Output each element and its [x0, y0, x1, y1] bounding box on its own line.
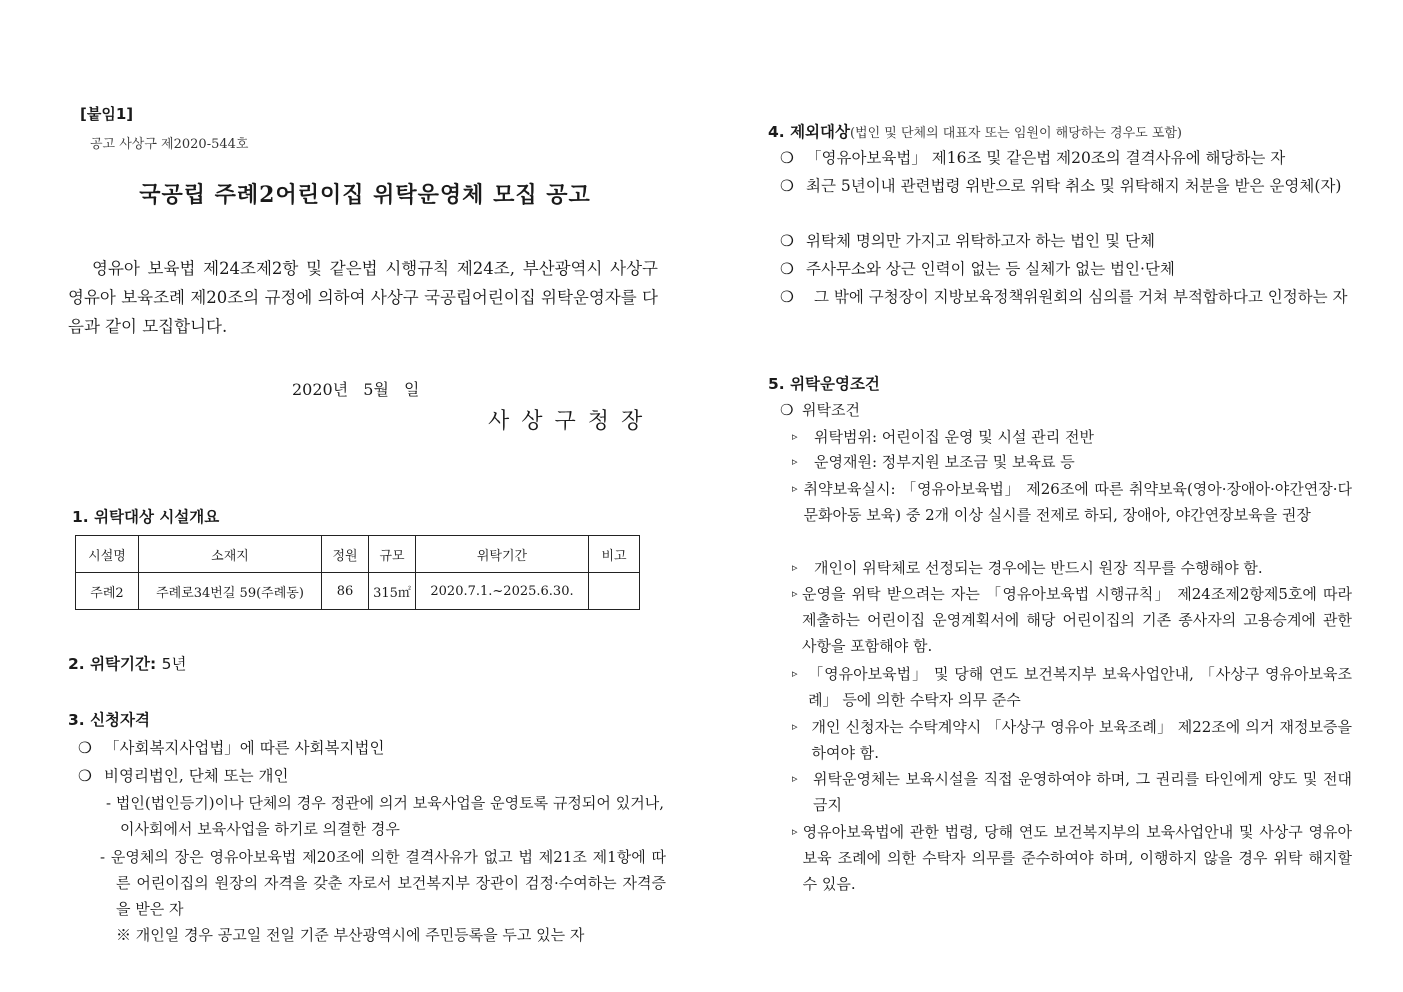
- section-1-title: 1. 위탁대상 시설개요: [72, 508, 220, 526]
- section-4: [768, 120, 1182, 142]
- item-text: 주사무소와 상근 인력이 없는 등 실체가 없는 법인·단체: [806, 260, 1175, 278]
- circle-bullet-icon: ❍: [78, 739, 92, 757]
- condition-item: [792, 766, 1352, 818]
- circle-bullet-icon: ❍: [780, 401, 794, 419]
- table-header: 규모: [369, 536, 416, 573]
- table-cell: 315㎡: [369, 573, 416, 610]
- eligibility-item: [78, 734, 384, 762]
- item-text: 위탁체 명의만 가지고 위탁하고자 하는 법인 및 단체: [806, 232, 1155, 250]
- table-cell: [589, 573, 640, 610]
- section-3-title: 3. 신청자격: [68, 711, 150, 729]
- eligibility-subitem: - 법인(법인등기)이나 단체의 경우 정관에 의거 보육사업을 운영토록 규정되어 있거나, 이사회에서 보육사업을 하기로 의결한 경우: [106, 794, 664, 838]
- item-text: 운영재원: 정부지원 보조금 및 보육료 등: [814, 453, 1075, 471]
- table-header: 위탁기간: [416, 536, 589, 573]
- table-cell: 2020.7.1.~2025.6.30.: [416, 573, 589, 610]
- condition-item: [792, 449, 1352, 475]
- circle-bullet-icon: ❍: [780, 232, 794, 250]
- eligibility-subitem: - 운영체의 장은 영유아보육법 제20조에 의한 결격사유가 없고 법 제21조 제1항에 따른 어린이집의 원장의 자격을 갖춘 자로서 보건복지부 장관이 검정·수여하는 자격증을 받은 자: [100, 848, 666, 918]
- item-text: 개인이 위탁체로 선정되는 경우에는 반드시 원장 직무를 수행해야 함.: [814, 559, 1263, 577]
- exclusion-item: [780, 172, 1352, 200]
- table-header: 정원: [322, 536, 369, 573]
- item-text: 영유아보육법에 관한 법령, 당해 연도 보건복지부의 보육사업안내 및 사상구 영유아 보육 조례에 의한 수탁자 의무를 준수하여야 하며, 이행하지 않을 경우 위탁 해지할 수 있음.: [802, 823, 1352, 893]
- condition-item: [792, 819, 1352, 897]
- section-2-value: 5년: [161, 655, 187, 673]
- triangle-bullet-icon: ▹: [792, 587, 798, 600]
- exclusion-item: [780, 255, 1175, 283]
- table-cell: 86: [322, 573, 369, 610]
- section-2: [68, 652, 186, 674]
- notice-number: 공고 사상구 제2020-544호: [90, 137, 249, 152]
- circle-bullet-icon: ❍: [780, 149, 794, 167]
- item-text: 위탁조건: [802, 401, 860, 419]
- item-text: 비영리법인, 단체 또는 개인: [104, 767, 289, 785]
- triangle-bullet-icon: ▹: [792, 825, 798, 838]
- item-text: 최근 5년이내 관련법령 위반으로 위탁 취소 및 위탁해지 처분을 받은 운영체(자): [806, 177, 1342, 195]
- table-header: 시설명: [76, 536, 139, 573]
- circle-bullet-icon: ❍: [780, 260, 794, 278]
- issuing-office: 사상구청장: [488, 409, 655, 434]
- circle-bullet-icon: ❍: [78, 767, 92, 785]
- intro-paragraph: 영유아 보육법 제24조제2항 및 같은법 시행규칙 제24조, 부산광역시 사상구 영유아 보육조례 제20조의 규정에 의하여 사상구 국공립어린이집 위탁운영자를 다음과 같이 모집합니다.: [68, 259, 658, 336]
- condition-item: [792, 555, 1352, 581]
- condition-heading: [780, 396, 860, 424]
- exclusion-item: [780, 283, 1352, 311]
- section-5-title: 5. 위탁운영조건: [768, 375, 880, 393]
- item-text: 취약보육실시: 「영유아보육법」 제26조에 따른 취약보육(영아·장애아·야간연장·다문화아동 보육) 중 2개 이상 실시를 전제로 하되, 장애아, 야간연장보육을 권장: [803, 480, 1352, 524]
- section-4-note: (법인 및 단체의 대표자 또는 임원이 해당하는 경우도 포함): [849, 126, 1183, 141]
- attachment-label: [붙임1]: [80, 105, 134, 123]
- triangle-bullet-icon: ▹: [792, 455, 798, 468]
- circle-bullet-icon: ❍: [780, 177, 794, 195]
- table-row: [76, 573, 640, 610]
- item-text: 운영을 위탁 받으려는 자는 「영유아보육법 시행규칙」 제24조제2항제5호에 따라 제출하는 어린이집 운영계획서에 해당 어린이집의 기존 종사자의 고용승계에 관한 사항을 포함해야 함.: [802, 585, 1352, 655]
- table-header: 비고: [589, 536, 640, 573]
- triangle-bullet-icon: ▹: [792, 561, 798, 574]
- document-title: 국공립 주례2어린이집 위탁운영체 모집 공고: [139, 182, 591, 208]
- condition-item: [792, 714, 1352, 766]
- table-header: 소재지: [139, 536, 322, 573]
- facility-table: [75, 535, 640, 610]
- table-cell: 주례로34번길 59(주례동): [139, 573, 322, 610]
- circle-bullet-icon: ❍: [780, 288, 794, 306]
- item-text: 위탁운영체는 보육시설을 직접 운영하여야 하며, 그 권리를 타인에게 양도 및 전대 금지: [813, 770, 1352, 814]
- triangle-bullet-icon: ▹: [792, 667, 798, 680]
- condition-item: [792, 424, 1352, 450]
- item-text: 「사회복지사업법」에 따른 사회복지법인: [104, 739, 385, 757]
- eligibility-item: [78, 762, 288, 790]
- item-text: 개인 신청자는 수탁계약시 「사상구 영유아 보육조례」 제22조에 의거 재정보증을 하여야 함.: [811, 718, 1352, 762]
- section-2-title: 2. 위탁기간:: [68, 655, 157, 673]
- item-text: 위탁범위: 어린이집 운영 및 시설 관리 전반: [814, 428, 1094, 446]
- exclusion-item: [780, 227, 1155, 255]
- item-text: 그 밖에 구청장이 지방보육정책위원회의 심의를 거쳐 부적합하다고 인정하는 자: [814, 288, 1348, 306]
- condition-item: [792, 476, 1352, 528]
- exclusion-item: [780, 144, 1285, 172]
- section-4-title: 4. 제외대상: [768, 123, 850, 141]
- condition-item: [792, 661, 1352, 713]
- eligibility-note: ※ 개인일 경우 공고일 전일 기준 부산광역시에 주민등록을 두고 있는 자: [116, 926, 585, 944]
- condition-item: [792, 581, 1352, 659]
- triangle-bullet-icon: ▹: [792, 720, 798, 733]
- item-text: 「영유아보육법」 및 당해 연도 보건복지부 보육사업안내, 「사상구 영유아보육조례」 등에 의한 수탁자 의무 준수: [808, 665, 1352, 709]
- table-header-row: [76, 536, 640, 573]
- item-text: 「영유아보육법」 제16조 및 같은법 제20조의 결격사유에 해당하는 자: [806, 149, 1286, 167]
- triangle-bullet-icon: ▹: [792, 772, 798, 785]
- notice-date: 2020년 5월 일: [292, 380, 420, 399]
- triangle-bullet-icon: ▹: [792, 430, 798, 443]
- table-cell: 주례2: [76, 573, 139, 610]
- triangle-bullet-icon: ▹: [792, 482, 798, 495]
